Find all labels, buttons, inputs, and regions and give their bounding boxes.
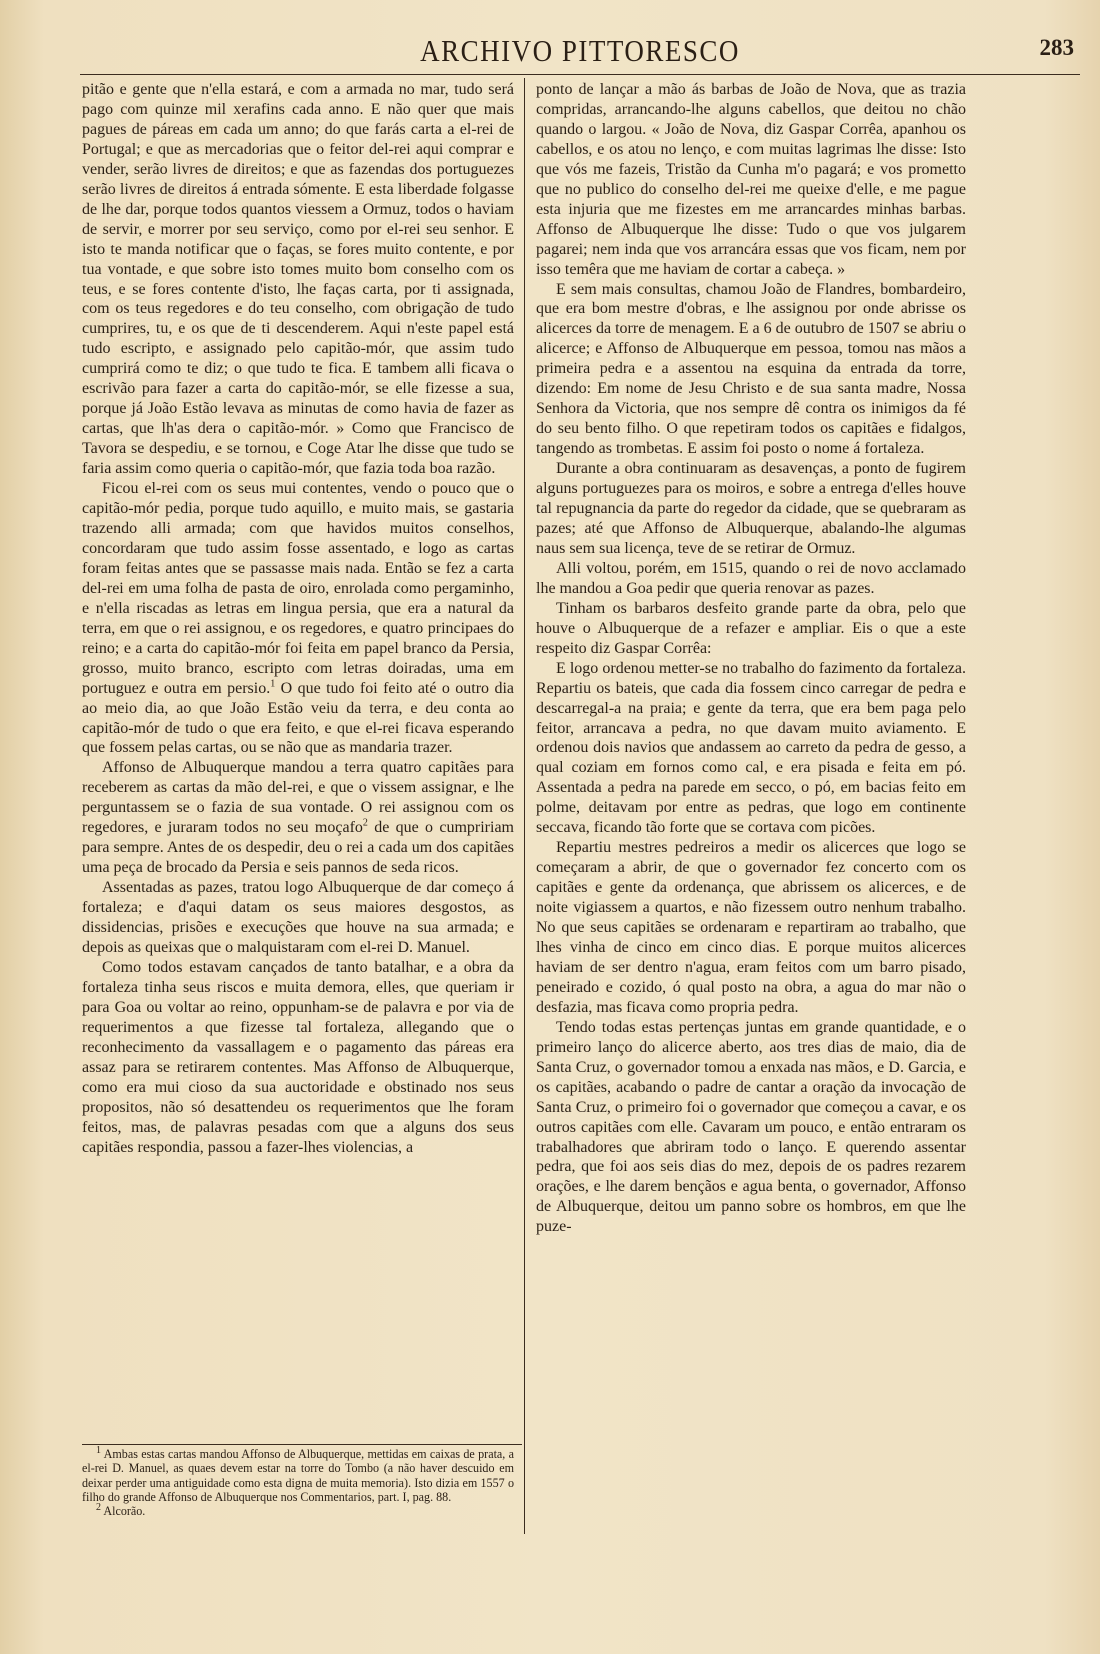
paragraph: Como todos estavam cançados de tanto batalhar, e a obra da fortaleza tinha seus riscos e muita demora, elles, que queriam ir para Goa ou voltar ao reino, oppunham-se de palavra e por via de requerimentos a que fizesse tal fortaleza, allegando que o reconhecimento da vassallagem e o pagamento das páreas era assaz para se retirarem contentes. Mas Affonso de Albuquerque, como era mui cioso da sua auctoridade e obstinado nos seus propositos, não só desattendeu os requerimentos que lhe foram feitos, mas, de palavras pesadas com que a alguns dos seus capitães respondia, passou a fazer-lhes violencias, a	[82, 958, 514, 1156]
footnote-ref: 1	[270, 678, 276, 690]
paragraph: ponto de lançar a mão ás barbas de João de Nova, que as trazia compridas, arrancando-lhe alguns cabellos, que deitou no chão quando o largou. « João de Nova, diz Gaspar Corrêa, apanhou os cabellos, e os atou no lenço, e com muitas lagrimas lhe disse: Isto que vós me fazeis, Tristão da Cunha m'o pagará; e vos prometto que no publico do conselho del-rei me queixe d'elle, e me pague esta injuria que me fizestes em me arrancardes minhas barbas. Affonso de Albuquerque lhe disse: Tudo o que vos julgarem pagarei; nem inda que vos arrancára essas que vos ficam, nem por isso temêra que me haviam de cortar a cabeça. »	[536, 81, 966, 278]
quoted-paragraph: E logo ordenou metter-se no trabalho do fazimento da fortaleza. Repartiu os bateis, que cada dia fossem cinco carregar de pedra e descarregal-a na praia; e gente da terra, que era bem paga pelo feitor, arrancava a pedra, no que davam muito aviamento. E ordenou dois navios que andassem ao carreto da pedra de gesso, a qual coziam em fornos como cal, e era pisada e feita em pó. Assentada a pedra na parede em secco, o pó, em bacias feito em polme, deitavam por entre as pedras, que logo em continente seccava, ficando tão forte que se cortava com picões.	[536, 659, 966, 837]
left-column	[82, 80, 514, 1157]
paragraph: Assentadas as pazes, tratou logo Albuquerque de dar começo á fortaleza; e d'aqui datam os seus maiores desgostos, as dissidencias, prisões e execuções que houve na sua armada; e depois as queixas que o malquistaram com el-rei D. Manuel.	[82, 879, 514, 956]
footnote: $^1$ Ambas estas cartas mandou Affonso de Albuquerque, mettidas em caixas de prata, a el-rei D. Manuel, as quaes devem estar na torre do Tombo (a não haver descuido em deixar perder uma antiguidade como esta digna de muita memoria). Isto dizia em 1557 o filho do grande Affonso de Albuquerque nos Commentarios, part. I, pag. 88.	[82, 1444, 515, 1504]
footnote: $^2$ Alcorão.	[96, 1502, 146, 1519]
page-header	[80, 30, 1080, 75]
quoted-paragraph: Repartiu mestres pedreiros a medir os alicerces que logo se começaram a abrir, de que o governador fez concerto com os capitães e gente da ordenança, que abrissem os alicerces, e de noite vigiassem a quartos, e não fizessem outro nenhum trabalho. No que seus capitães se ordenaram e repartiram ao trabalho, que lhes vinha de cinco em cinco dias. E porque muitos alicerces haviam de ser dentro n'agua, eram feitos com um barro pisado, peneirado e cozido, ó qual posto na obra, a agua do mar não o desfazia, mas ficava como propria pedra.	[536, 839, 966, 1016]
page-number: 283	[1039, 35, 1074, 60]
quoted-paragraph: Tendo todas estas pertenças juntas em grande quantidade, e o primeiro lanço do alicerce aberto, aos tres dias de maio, dia de Santa Cruz, o governador tomou a enxada nas mãos, e D. Garcia, e os capitães, acabando o padre de cantar a oração da invocação de Santa Cruz, o primeiro foi o governador que começou a cavar, e os outros capitães com elle. Cavaram um pouco, e então entraram os trabalhadores que abriram todo o lanço. E querendo assentar pedra, que foi aos seis dias do mez, depois de os padres rezarem orações, e lhe darem bençãos e agua benta, o governador, Affonso de Albuquerque, deitou um panno sobre os hombros, em que lhe puze-	[536, 1018, 966, 1236]
footnote-ref: 2	[362, 817, 368, 829]
right-column	[536, 80, 966, 1237]
publication-title: ARCHIVO PITTORESCO	[420, 34, 740, 68]
paragraph: Ficou el-rei com os seus mui contentes, vendo o pouco que o capitão-mór pedia, porque tudo aquillo, e muito mais, se gastaria trazendo alli armada; com que havidos muitos conselhos, concordaram que tudo assim fosse assentado, e logo as cartas foram feitas antes que se passasse mais nada. Então se fez a carta del-rei em uma folha de pasta de oiro, enrolada como pergaminho, e n'ella riscadas as letras em lingua persia, que era a natural da terra, em que o rei assignou, e os regedores, e quatro principaes do reino; e a carta do capitão-mór foi feita em papel branco da Persia, grosso, muito branco, escripto com letras doiradas, uma em portuguez e outra em persio.$^1$ O que tudo foi feito até o outro dia ao meio dia, ao que João Estão veiu da terra, e deu conta ao capitão-mór de tudo o que era feito, e que el-rei ficava esperando que fossem pelas cartas, ou se não que as mandaria trazer.	[82, 480, 514, 757]
column-divider	[524, 78, 525, 1534]
footnote-rule	[82, 1444, 522, 1445]
paragraph: Durante a obra continuaram as desavenças, a ponto de fugirem alguns portuguezes para os moiros, e sobre a entrega d'elles houve tal repugnancia da parte do regedor da cidade, que se quebraram as pazes; até que Affonso de Albuquerque, abalando-lhe algumas naus sem sua licença, teve de se retirar de Ormuz.	[536, 460, 966, 557]
paragraph: pitão e gente que n'ella estará, e com a armada no mar, tudo será pago com quinze mil xerafins cada anno. E não quer que mais pagues de páreas em cada um anno; do que farás carta a el-rei de Portugal; e que as mercadorias que o feitor del-rei aqui comprar e vender, serão livres de direitos; e que as fazendas dos portuguezes serão livres de direitos á entrada sómente. E esta liberdade folgasse de lhe dar, porque todos quantos viessem a Ormuz, todos o haviam de servir, e morrer por seu serviço, como por el-rei seu senhor. E isto te manda notificar que o faças, se fores muito contente, e por tua vontade, e que sobre isto tomes muito bom conselho com os teus, e se fores contente d'isto, lhe faças carta, por ti assignada, com os teus regedores e do teu conselho, com obrigação de tudo cumprires, tu, e os que de ti descenderem. Aqui n'este papel está tudo escripto, e assignado pelo capitão-mór, que assim tudo cumprirá como te diz; o que tudo te fica. E tambem alli ficava o escrivão para fazer a carta do capitão-mór, se elle fizesse a sua, porque já João Estão levava as minutas de como havia de fazer as cartas, que lh'as dera o capitão-mór. » Como que Francisco de Tavora se despediu, e se tornou, e Coge Atar lhe disse que tudo se faria assim como queria o capitão-mór, que fazia toda boa razão.	[82, 81, 514, 478]
paragraph: Affonso de Albuquerque mandou a terra quatro capitães para receberem as cartas da mão del-rei, e que o vissem assignar, e lhe perguntassem se o fazia de sua vontade. O rei assignou com os regedores, e juraram todos no seu moçafo$^2$ de que o cumpririam para sempre. Antes de os despedir, deu o rei a cada um dos capitães uma peça de brocado da Persia e seis pannos de seda ricos.	[82, 759, 515, 877]
paragraph: E sem mais consultas, chamou João de Flandres, bombardeiro, que era bom mestre d'obras, e lhe assignou por onde abrisse os alicerces da torre de menagem. E a 6 de outubro de 1507 se abriu o alicerce; e Affonso de Albuquerque em pessoa, tomou nas mãos a primeira pedra e a assentou na esquina da entrada da torre, dizendo: Em nome de Jesu Christo e de sua santa madre, Nossa Senhora da Victoria, que nos sempre dê contra os inimigos da fé do seu bento filho. O que repetiram todos os capitães e fidalgos, tangendo as trombetas. E assim foi posto o nome á fortaleza.	[536, 280, 966, 458]
footnotes	[82, 1444, 514, 1518]
paragraph: Alli voltou, porém, em 1515, quando o rei de novo acclamado lhe mandou a Goa pedir que queria renovar as pazes.	[536, 559, 966, 597]
paragraph: Tinham os barbaros desfeito grande parte da obra, pelo que houve o Albuquerque de a refazer e ampliar. Eis o que a este respeito diz Gaspar Corrêa:	[536, 599, 966, 657]
